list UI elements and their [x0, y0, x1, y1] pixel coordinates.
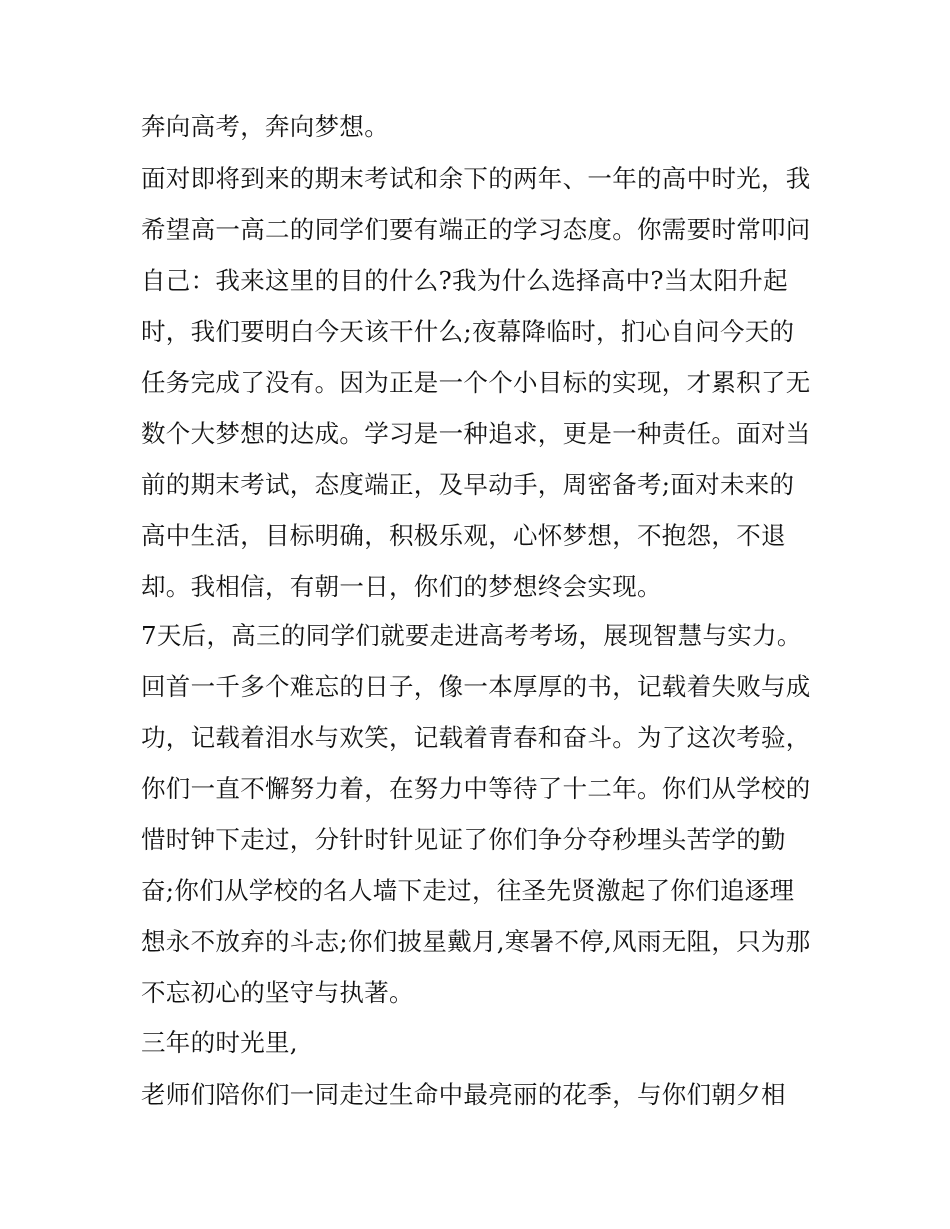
text-line: 时，我们要明白今天该干什么;夜幕降临时，扪心自问今天的: [141, 317, 795, 346]
text-line: 奋;你们从学校的名人墙下走过，往圣先贤激起了你们追逐理: [141, 876, 795, 905]
text-line: 三年的时光里,: [141, 1028, 298, 1057]
text-line: 回首一千多个难忘的日子，像一本厚厚的书，记载着失败与成: [141, 672, 811, 701]
text-line: 想永不放弃的斗志;你们披星戴月,寒暑不停,风雨无阻，只为那: [141, 927, 811, 956]
text-line: 却。我相信，有朝一日，你们的梦想终会实现。: [141, 572, 662, 601]
text-line: 7天后，高三的同学们就要走进高考考场，展现智慧与实力。: [141, 621, 802, 650]
text-line: 面对即将到来的期末考试和余下的两年、一年的高中时光，我: [141, 164, 811, 193]
text-line: 功，记载着泪水与欢笑，记载着青春和奋斗。为了这次考验，: [141, 723, 811, 752]
text-line: 你们一直不懈努力着，在努力中等待了十二年。你们从学校的: [141, 774, 811, 803]
text-line: 不忘初心的坚守与执著。: [141, 978, 414, 1007]
text-line: 希望高一高二的同学们要有端正的学习态度。你需要时常叩问: [141, 215, 811, 244]
text-line: 惜时钟下走过，分针时针见证了你们争分夺秒埋头苦学的勤: [141, 825, 786, 854]
text-line: 奔向高考，奔向梦想。: [141, 112, 389, 141]
text-line: 前的期末考试，态度端正，及早动手，周密备考;面对未来的: [141, 470, 795, 499]
text-line: 高中生活，目标明确，积极乐观，心怀梦想，不抱怨，不退: [141, 521, 786, 550]
text-line: 数个大梦想的达成。学习是一种追求，更是一种责任。面对当: [141, 419, 811, 448]
text-line: 任务完成了没有。因为正是一个个小目标的实现，才累积了无: [141, 368, 811, 397]
text-line: 老师们陪你们一同走过生命中最亮丽的花季，与你们朝夕相: [141, 1080, 786, 1109]
text-line: 自己：我来这里的目的什么?我为什么选择高中?当太阳升起: [141, 266, 788, 295]
